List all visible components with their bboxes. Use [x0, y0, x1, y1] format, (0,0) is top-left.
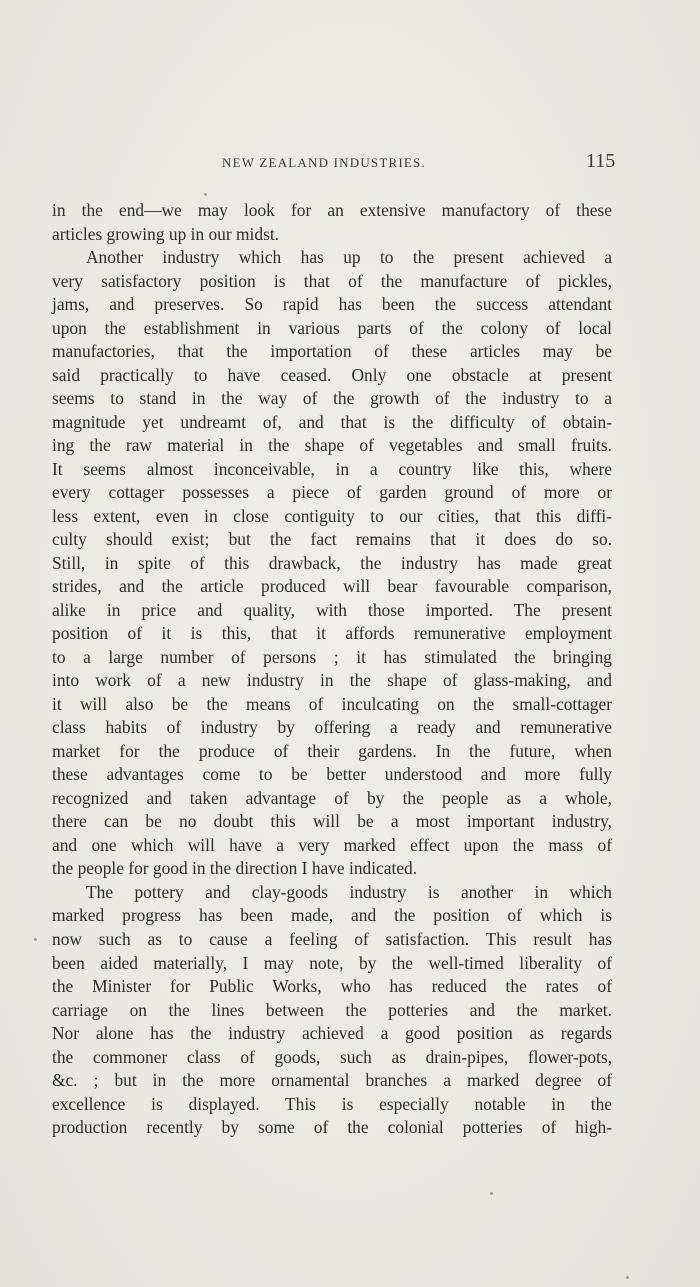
- text-line: in the end—we may look for an extensive manufactory of these: [52, 200, 612, 220]
- text-line: marked progress has been made, and the position of which is: [52, 905, 612, 926]
- text-line: market for the produce of their gardens. In the future, when: [52, 740, 612, 761]
- text-line: The pottery and clay-goods industry is another in which: [86, 881, 612, 902]
- text-line: strides, and the article produced will bear favourable comparison,: [52, 576, 612, 597]
- text-line: less extent, even in close contiguity to our cities, that this diffi-: [52, 505, 612, 526]
- text-line: Nor alone has the industry achieved a good position as regards: [52, 1023, 612, 1044]
- text-line: articles growing up in our midst.: [52, 223, 280, 244]
- running-title: NEW ZEALAND INDUSTRIES.: [222, 155, 426, 170]
- text-line: &c. ; but in the more ornamental branches a marked degree of: [52, 1070, 612, 1091]
- running-head: [0, 152, 700, 174]
- paper-speck: [204, 193, 207, 196]
- text-line: to a large number of persons ; it has stimulated the bringing: [52, 646, 612, 667]
- text-line: very satisfactory position is that of the manufacture of pickles,: [52, 270, 612, 291]
- text-line: upon the establishment in various parts of the colony of local: [52, 317, 612, 338]
- text-line: culty should exist; but the fact remains that it does do so.: [52, 529, 612, 550]
- text-line: been aided materially, I may note, by the well-timed liberality of: [52, 952, 612, 973]
- text-line: It seems almost inconceivable, in a country like this, where: [52, 458, 612, 479]
- text-line: carriage on the lines between the potteries and the market.: [52, 999, 612, 1020]
- page-number: 115: [586, 150, 616, 172]
- text-line: now such as to cause a feeling of satisfaction. This result has: [52, 928, 612, 949]
- text-line: ing the raw material in the shape of vegetables and small fruits.: [52, 435, 612, 456]
- text-line: class habits of industry by offering a ready and remunerative: [52, 717, 612, 738]
- text-line: position of it is this, that it affords remunerative employment: [52, 623, 612, 644]
- text-line: the commoner class of goods, such as drain-pipes, flower-pots,: [52, 1046, 612, 1067]
- text-line: Another industry which has up to the present achieved a: [86, 247, 612, 268]
- text-line: Still, in spite of this drawback, the industry has made great: [52, 552, 612, 573]
- text-line: every cottager possesses a piece of garden ground of more or: [52, 482, 612, 503]
- text-line: magnitude yet undreamt of, and that is the difficulty of obtain-: [52, 411, 612, 432]
- text-line: into work of a new industry in the shape of glass-making, and: [52, 670, 612, 691]
- text-line: alike in price and quality, with those imported. The present: [52, 599, 612, 620]
- text-line: it will also be the means of inculcating on the small-cottager: [52, 693, 612, 714]
- body-text: [52, 199, 612, 1140]
- text-line: the people for good in the direction I have indicated.: [52, 858, 418, 879]
- text-line: there can be no doubt this will be a most important industry,: [52, 811, 612, 832]
- paper-speck: [34, 938, 37, 941]
- text-line: manufactories, that the importation of these articles may be: [52, 341, 612, 362]
- text-line: production recently by some of the colonial potteries of high-: [52, 1117, 612, 1138]
- text-line: these advantages come to be better understood and more fully: [52, 764, 612, 785]
- text-line: excellence is displayed. This is especially notable in the: [52, 1093, 612, 1114]
- text-line: the Minister for Public Works, who has reduced the rates of: [52, 976, 612, 997]
- text-line: seems to stand in the way of the growth of the industry to a: [52, 388, 612, 409]
- text-line: and one which will have a very marked effect upon the mass of: [52, 834, 612, 855]
- paper-speck: [490, 1192, 493, 1195]
- text-line: jams, and preserves. So rapid has been the success attendant: [52, 294, 612, 315]
- paper-speck: [626, 1276, 629, 1279]
- text-line: recognized and taken advantage of by the people as a whole,: [52, 787, 612, 808]
- text-line: said practically to have ceased. Only one obstacle at present: [52, 364, 612, 385]
